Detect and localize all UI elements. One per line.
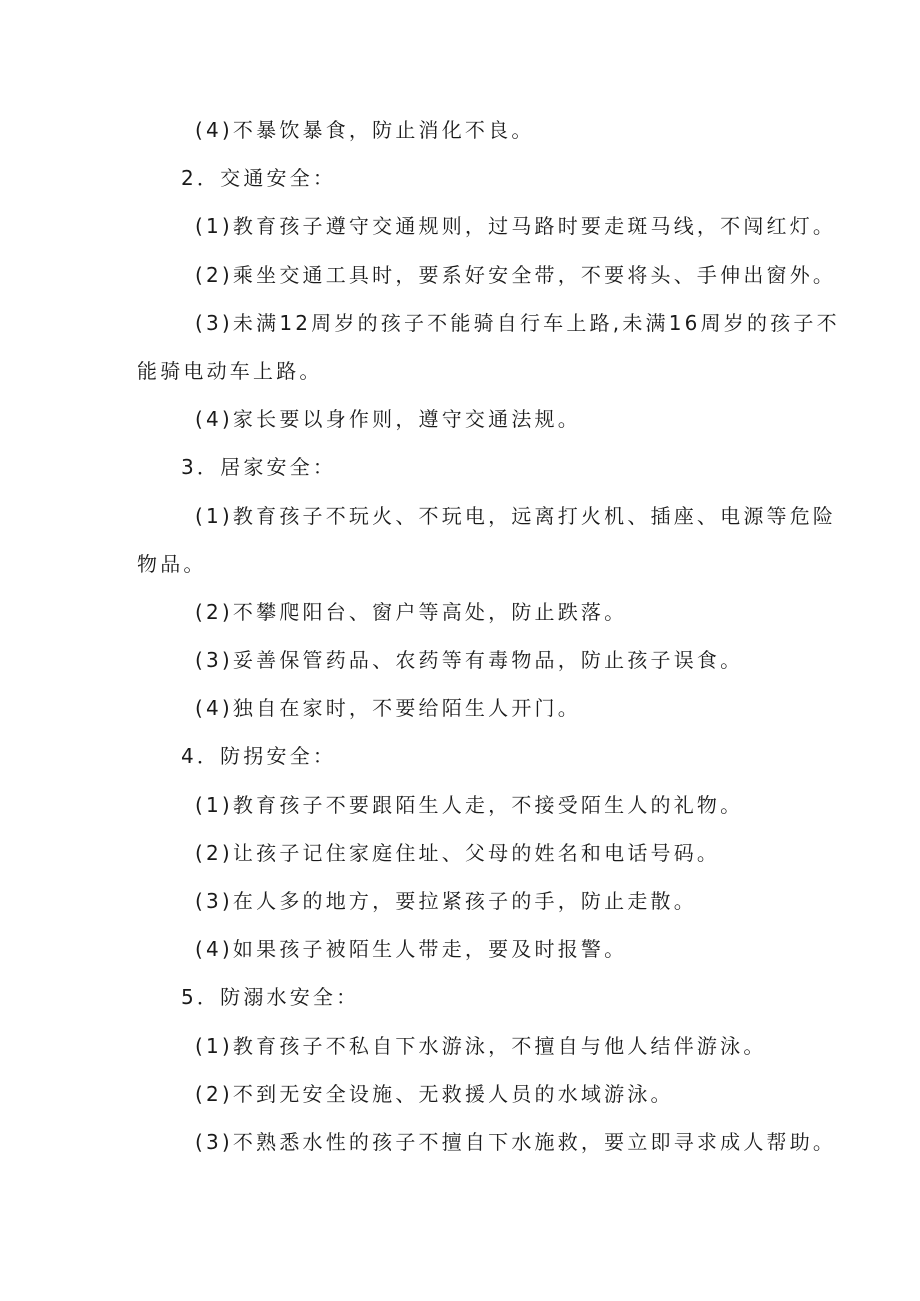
list-item: (4)家长要以身作则，遵守交通法规。 [195, 407, 581, 432]
list-item: (2)让孩子记住家庭住址、父母的姓名和电话号码。 [195, 840, 721, 865]
list-item: (3)不熟悉水性的孩子不擅自下水施救，要立即寻求成人帮助。 [195, 1129, 837, 1154]
list-item: (1)教育孩子不玩火、不玩电，远离打火机、插座、电源等危险 [195, 503, 837, 528]
section-heading: 5．防溺水安全： [181, 985, 360, 1010]
list-item: (3)在人多的地方，要拉紧孩子的手，防止走散。 [195, 889, 697, 913]
list-item: (2)乘坐交通工具时，要系好安全带，不要将头、手伸出窗外。 [195, 262, 837, 287]
document-body [0, 108, 920, 1168]
section-heading: 3．居家安全： [181, 455, 337, 480]
list-item-continuation: 物品。 [137, 551, 207, 576]
list-item: (1)教育孩子不私自下水游泳，不擅自与他人结伴游泳。 [195, 1033, 767, 1058]
list-item: (1)教育孩子不要跟陌生人走，不接受陌生人的礼物。 [195, 792, 744, 817]
list-item-continuation: 能骑电动车上路。 [137, 358, 323, 383]
list-item: (2)不攀爬阳台、窗户等高处，防止跌落。 [195, 599, 628, 624]
list-item: (1)教育孩子遵守交通规则，过马路时要走斑马线，不闯红灯。 [195, 214, 837, 239]
list-item: (4)如果孩子被陌生人带走，要及时报警。 [195, 937, 628, 962]
section-heading: 2．交通安全： [181, 166, 337, 191]
list-item: (4)独自在家时，不要给陌生人开门。 [195, 696, 581, 721]
list-item: (4)不暴饮暴食，防止消化不良。 [195, 118, 535, 142]
list-item: (2)不到无安全设施、无救援人员的水域游泳。 [195, 1081, 674, 1106]
section-heading: 4．防拐安全： [181, 744, 337, 769]
list-item: (3)妥善保管药品、农药等有毒物品，防止孩子误食。 [195, 648, 744, 673]
list-item: (3)未满12周岁的孩子不能骑自行车上路,未满16周岁的孩子不 [195, 310, 840, 335]
